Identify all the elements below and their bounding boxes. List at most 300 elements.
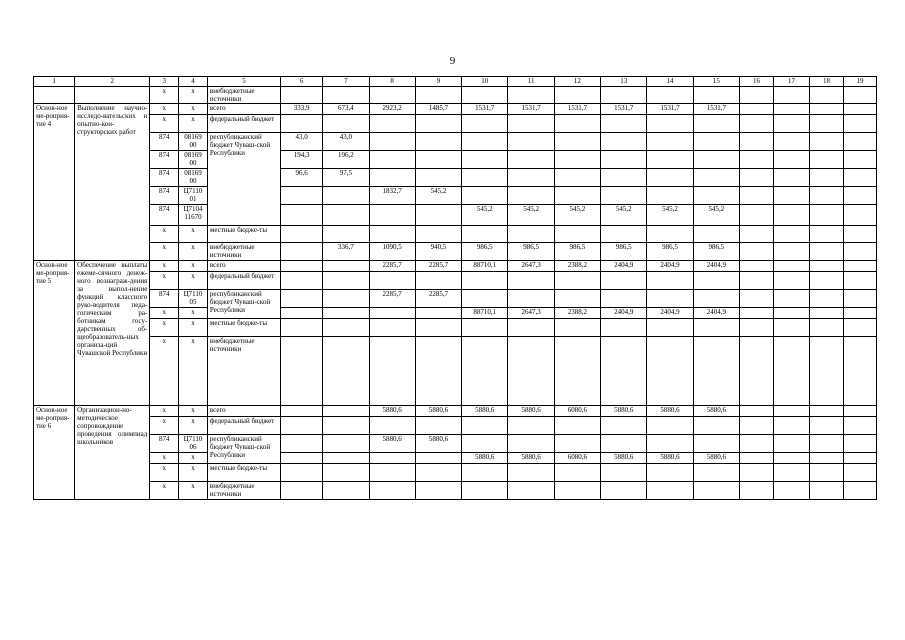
empty-cell — [843, 205, 876, 226]
amount-cell — [369, 308, 415, 319]
code-target: 08169 00 — [179, 151, 208, 169]
amount-cell: 986,5 — [601, 243, 647, 261]
table-row — [34, 169, 877, 187]
amount-cell — [281, 115, 323, 133]
amount-cell — [462, 417, 508, 435]
code-target: x — [179, 482, 208, 500]
column-number: 19 — [843, 77, 876, 87]
amount-cell — [415, 87, 461, 104]
code-target: x — [179, 417, 208, 435]
empty-cell — [740, 417, 774, 435]
funding-source: федеральный бюджет — [207, 115, 280, 133]
amount-cell — [647, 319, 693, 337]
amount-cell: 545,2 — [647, 205, 693, 226]
amount-cell: 5880,6 — [369, 435, 415, 453]
empty-cell — [740, 337, 774, 406]
amount-cell — [554, 133, 600, 151]
amount-cell — [369, 417, 415, 435]
measure-title: Организацион-но-методическое сопровождение проведения олимпиад школьников — [75, 406, 150, 500]
amount-cell — [601, 464, 647, 482]
empty-cell — [809, 205, 843, 226]
empty-cell — [740, 243, 774, 261]
amount-cell: 2404,9 — [693, 261, 739, 272]
code-grbs: x — [150, 337, 179, 406]
amount-cell: 2285,7 — [415, 261, 461, 272]
amount-cell — [323, 464, 369, 482]
amount-cell — [369, 151, 415, 169]
amount-cell — [281, 417, 323, 435]
empty-cell — [809, 133, 843, 151]
code-target: x — [179, 319, 208, 337]
amount-cell — [323, 226, 369, 243]
empty-cell — [773, 337, 809, 406]
amount-cell — [462, 187, 508, 205]
amount-cell: 43,0 — [281, 133, 323, 151]
column-number: 14 — [647, 77, 693, 87]
table-row — [34, 290, 877, 308]
amount-cell — [415, 272, 461, 290]
amount-cell — [323, 406, 369, 417]
amount-cell: 2404,9 — [601, 261, 647, 272]
empty-cell — [843, 406, 876, 417]
code-grbs: x — [150, 104, 179, 115]
amount-cell — [415, 226, 461, 243]
amount-cell: 5880,6 — [647, 453, 693, 464]
empty-cell — [773, 272, 809, 290]
amount-cell: 986,5 — [693, 243, 739, 261]
empty-cell — [740, 319, 774, 337]
code-target: x — [179, 261, 208, 272]
amount-cell — [693, 319, 739, 337]
empty-cell — [843, 187, 876, 205]
amount-cell — [415, 151, 461, 169]
column-number: 2 — [75, 77, 150, 87]
amount-cell — [415, 482, 461, 500]
code-grbs: x — [150, 308, 179, 319]
code-grbs: x — [150, 243, 179, 261]
amount-cell — [693, 87, 739, 104]
empty-cell — [809, 464, 843, 482]
amount-cell — [281, 290, 323, 308]
amount-cell — [601, 337, 647, 406]
amount-cell: 986,5 — [462, 243, 508, 261]
amount-cell: 88710,1 — [462, 308, 508, 319]
amount-cell — [415, 337, 461, 406]
amount-cell: 5880,6 — [369, 406, 415, 417]
amount-cell — [281, 319, 323, 337]
empty-cell — [773, 243, 809, 261]
amount-cell — [554, 337, 600, 406]
column-number: 17 — [773, 77, 809, 87]
empty-cell — [843, 226, 876, 243]
amount-cell — [554, 464, 600, 482]
amount-cell — [601, 417, 647, 435]
empty-cell — [809, 319, 843, 337]
amount-cell — [693, 337, 739, 406]
amount-cell — [508, 133, 554, 151]
amount-cell — [554, 226, 600, 243]
code-target: 08169 00 — [179, 133, 208, 151]
amount-cell — [647, 435, 693, 453]
empty-cell — [809, 417, 843, 435]
code-grbs: x — [150, 261, 179, 272]
column-number: 16 — [740, 77, 774, 87]
amount-cell — [554, 290, 600, 308]
empty-cell — [843, 169, 876, 187]
code-target: Ц7110 06 — [179, 435, 208, 453]
amount-cell — [281, 435, 323, 453]
empty-cell — [843, 308, 876, 319]
amount-cell — [462, 482, 508, 500]
amount-cell — [323, 87, 369, 104]
amount-cell: 2647,3 — [508, 261, 554, 272]
table-row — [34, 187, 877, 205]
empty-cell — [773, 104, 809, 115]
empty-cell — [773, 435, 809, 453]
table-row — [34, 243, 877, 261]
amount-cell — [369, 169, 415, 187]
amount-cell: 1531,7 — [647, 104, 693, 115]
table-row — [34, 417, 877, 435]
table-row — [34, 482, 877, 500]
amount-cell — [281, 205, 323, 226]
amount-cell: 940,5 — [415, 243, 461, 261]
code-grbs: 874 — [150, 187, 179, 205]
amount-cell — [415, 169, 461, 187]
amount-cell: 986,5 — [554, 243, 600, 261]
empty-cell — [740, 261, 774, 272]
empty-cell — [809, 435, 843, 453]
amount-cell — [281, 482, 323, 500]
amount-cell: 2285,7 — [369, 290, 415, 308]
table-row — [34, 308, 877, 319]
code-grbs: 874 — [150, 205, 179, 226]
code-grbs: x — [150, 319, 179, 337]
amount-cell — [508, 417, 554, 435]
amount-cell — [601, 319, 647, 337]
amount-cell: 5880,6 — [508, 453, 554, 464]
funding-source: всего — [207, 104, 280, 115]
amount-cell — [323, 435, 369, 453]
funding-source: внебюджетные источники — [207, 87, 280, 104]
amount-cell — [369, 226, 415, 243]
empty-cell — [740, 406, 774, 417]
amount-cell — [601, 169, 647, 187]
empty-cell — [773, 133, 809, 151]
code-grbs: x — [150, 464, 179, 482]
amount-cell — [369, 87, 415, 104]
amount-cell — [647, 417, 693, 435]
empty-cell — [809, 337, 843, 406]
amount-cell — [554, 187, 600, 205]
amount-cell — [281, 464, 323, 482]
empty-cell — [773, 417, 809, 435]
amount-cell — [647, 482, 693, 500]
code-grbs: x — [150, 482, 179, 500]
amount-cell: 2388,2 — [554, 261, 600, 272]
empty-cell — [843, 464, 876, 482]
empty-cell — [740, 87, 774, 104]
amount-cell — [647, 226, 693, 243]
budget-table — [33, 76, 877, 500]
amount-cell — [647, 464, 693, 482]
measure-title: Обеспечение выплаты ежеме-сячного денеж-ного вознаграж-дения за выпол-нение функций классного руко-водителя педа-гогическим ра-ботникам госу-дарственных об-щеобразователь-ных организа-ций Чувашской Республики — [75, 261, 150, 406]
empty-cell — [75, 87, 150, 104]
table-row — [34, 406, 877, 417]
code-target: x — [179, 272, 208, 290]
amount-cell — [508, 169, 554, 187]
table-row — [34, 453, 877, 464]
table-row — [34, 151, 877, 169]
amount-cell — [601, 482, 647, 500]
amount-cell — [462, 337, 508, 406]
table-row — [34, 337, 877, 406]
empty-cell — [773, 453, 809, 464]
amount-cell — [281, 453, 323, 464]
table-row — [34, 87, 877, 104]
amount-cell — [601, 115, 647, 133]
empty-cell — [809, 290, 843, 308]
amount-cell — [554, 319, 600, 337]
amount-cell — [647, 187, 693, 205]
amount-cell — [462, 290, 508, 308]
code-target: x — [179, 87, 208, 104]
amount-cell: 545,2 — [693, 205, 739, 226]
empty-cell — [740, 205, 774, 226]
funding-source: республиканский бюджет Чуваш-ской Республики — [207, 133, 280, 226]
column-number: 15 — [693, 77, 739, 87]
amount-cell — [554, 87, 600, 104]
funding-source: местные бюдже-ты — [207, 464, 280, 482]
measure-name: Основ-ное ме-роприя-тие 4 — [34, 104, 75, 261]
column-number: 4 — [179, 77, 208, 87]
amount-cell — [415, 308, 461, 319]
amount-cell — [415, 319, 461, 337]
amount-cell — [281, 337, 323, 406]
code-grbs: 874 — [150, 290, 179, 308]
column-number: 10 — [462, 77, 508, 87]
amount-cell: 6080,6 — [554, 453, 600, 464]
amount-cell — [462, 151, 508, 169]
amount-cell — [462, 115, 508, 133]
amount-cell — [369, 272, 415, 290]
amount-cell: 2404,9 — [647, 308, 693, 319]
amount-cell — [323, 115, 369, 133]
amount-cell — [508, 87, 554, 104]
code-target: x — [179, 115, 208, 133]
amount-cell — [462, 133, 508, 151]
empty-cell — [843, 243, 876, 261]
code-grbs: x — [150, 406, 179, 417]
code-target: x — [179, 453, 208, 464]
code-grbs: x — [150, 115, 179, 133]
amount-cell — [323, 272, 369, 290]
amount-cell — [693, 417, 739, 435]
amount-cell: 1531,7 — [508, 104, 554, 115]
amount-cell: 1531,7 — [554, 104, 600, 115]
table-row — [34, 226, 877, 243]
amount-cell: 88710,1 — [462, 261, 508, 272]
code-target: x — [179, 104, 208, 115]
amount-cell — [415, 464, 461, 482]
amount-cell — [281, 261, 323, 272]
amount-cell — [693, 115, 739, 133]
funding-source: всего — [207, 261, 280, 272]
amount-cell: 2404,9 — [693, 308, 739, 319]
empty-cell — [773, 319, 809, 337]
funding-source: федеральный бюджет — [207, 272, 280, 290]
column-number: 7 — [323, 77, 369, 87]
code-grbs: 874 — [150, 151, 179, 169]
empty-cell — [843, 435, 876, 453]
amount-cell — [508, 187, 554, 205]
empty-cell — [843, 261, 876, 272]
empty-cell — [843, 115, 876, 133]
amount-cell — [508, 464, 554, 482]
table-row — [34, 104, 877, 115]
amount-cell — [601, 290, 647, 308]
empty-cell — [773, 261, 809, 272]
table-row — [34, 272, 877, 290]
empty-cell — [773, 187, 809, 205]
amount-cell — [323, 482, 369, 500]
amount-cell — [415, 453, 461, 464]
column-number: 1 — [34, 77, 75, 87]
measure-title: Выполнение научно-исследо-вательских и опытно-кон-структорских работ — [75, 104, 150, 261]
column-number: 11 — [508, 77, 554, 87]
amount-cell — [647, 151, 693, 169]
empty-cell — [773, 169, 809, 187]
amount-cell: 5880,6 — [601, 406, 647, 417]
empty-cell — [740, 187, 774, 205]
funding-source: внебюджетные источники — [207, 337, 280, 406]
amount-cell — [462, 169, 508, 187]
amount-cell — [323, 308, 369, 319]
amount-cell — [369, 133, 415, 151]
empty-cell — [809, 453, 843, 464]
amount-cell: 2285,7 — [369, 261, 415, 272]
code-grbs: x — [150, 226, 179, 243]
amount-cell: 545,2 — [554, 205, 600, 226]
amount-cell — [323, 290, 369, 308]
amount-cell — [369, 464, 415, 482]
amount-cell: 986,5 — [508, 243, 554, 261]
amount-cell: 5880,6 — [508, 406, 554, 417]
table-row — [34, 464, 877, 482]
amount-cell: 333,9 — [281, 104, 323, 115]
table-row — [34, 133, 877, 151]
amount-cell — [647, 87, 693, 104]
amount-cell: 545,2 — [415, 187, 461, 205]
column-number: 8 — [369, 77, 415, 87]
amount-cell — [693, 151, 739, 169]
column-number: 13 — [601, 77, 647, 87]
code-grbs: 874 — [150, 133, 179, 151]
empty-cell — [773, 482, 809, 500]
empty-cell — [34, 87, 75, 104]
amount-cell — [369, 482, 415, 500]
amount-cell: 194,3 — [281, 151, 323, 169]
amount-cell — [601, 187, 647, 205]
amount-cell: 1531,7 — [601, 104, 647, 115]
amount-cell — [693, 435, 739, 453]
column-number: 5 — [207, 77, 280, 87]
amount-cell — [508, 226, 554, 243]
amount-cell — [601, 226, 647, 243]
empty-cell — [740, 308, 774, 319]
amount-cell — [369, 453, 415, 464]
column-number: 18 — [809, 77, 843, 87]
code-grbs: 874 — [150, 169, 179, 187]
funding-source: внебюджетные источники — [207, 482, 280, 500]
amount-cell — [693, 226, 739, 243]
amount-cell — [647, 272, 693, 290]
amount-cell: 5880,6 — [647, 406, 693, 417]
empty-cell — [843, 319, 876, 337]
amount-cell — [462, 272, 508, 290]
empty-cell — [809, 272, 843, 290]
empty-cell — [843, 272, 876, 290]
amount-cell — [281, 406, 323, 417]
amount-cell: 2404,9 — [601, 308, 647, 319]
amount-cell — [601, 272, 647, 290]
amount-cell — [323, 319, 369, 337]
amount-cell — [281, 308, 323, 319]
amount-cell — [281, 87, 323, 104]
amount-cell — [647, 337, 693, 406]
empty-cell — [740, 290, 774, 308]
table-row — [34, 261, 877, 272]
code-target: Ц7110 05 — [179, 290, 208, 308]
amount-cell — [508, 290, 554, 308]
empty-cell — [740, 435, 774, 453]
empty-cell — [809, 482, 843, 500]
amount-cell — [601, 87, 647, 104]
empty-cell — [843, 290, 876, 308]
amount-cell — [554, 417, 600, 435]
amount-cell — [601, 133, 647, 151]
amount-cell: 1531,7 — [462, 104, 508, 115]
amount-cell — [323, 261, 369, 272]
amount-cell: 1832,7 — [369, 187, 415, 205]
empty-cell — [809, 115, 843, 133]
amount-cell: 2923,2 — [369, 104, 415, 115]
code-target: Ц7110 01 — [179, 187, 208, 205]
amount-cell — [323, 417, 369, 435]
amount-cell — [647, 115, 693, 133]
table-row — [34, 435, 877, 453]
amount-cell — [693, 133, 739, 151]
funding-source: республиканский бюджет Чуваш-ской Республики — [207, 290, 280, 319]
amount-cell: 2285,7 — [415, 290, 461, 308]
amount-cell — [369, 319, 415, 337]
amount-cell: 1531,7 — [693, 104, 739, 115]
amount-cell — [554, 169, 600, 187]
empty-cell — [843, 151, 876, 169]
amount-cell: 5880,6 — [415, 406, 461, 417]
table-row — [34, 115, 877, 133]
amount-cell — [693, 482, 739, 500]
code-target: x — [179, 308, 208, 319]
amount-cell: 6080,6 — [554, 406, 600, 417]
amount-cell: 336,7 — [323, 243, 369, 261]
empty-cell — [740, 226, 774, 243]
amount-cell: 5880,6 — [693, 453, 739, 464]
code-grbs: 874 — [150, 435, 179, 453]
amount-cell — [554, 115, 600, 133]
code-grbs: x — [150, 272, 179, 290]
measure-name: Основ-ное ме-роприя-тие 5 — [34, 261, 75, 406]
